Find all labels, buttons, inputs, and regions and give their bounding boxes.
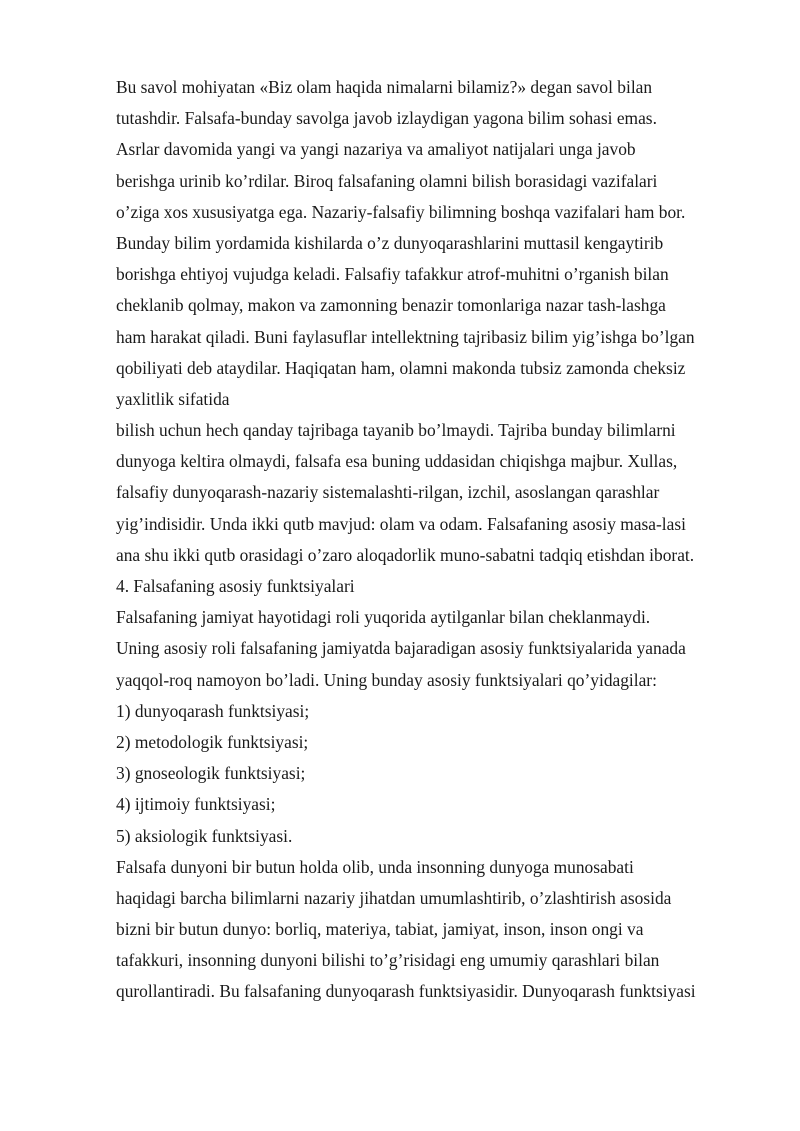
text-line: tafakkuri, insonning dunyoni bilishi to’g’risidagi eng umumiy qarashlari bilan — [116, 950, 660, 971]
section-heading: 4. Falsafaning asosiy funktsiyalari — [116, 576, 355, 596]
text-line: yaqqol-roq namoyon bo’ladi. Uning bunday asosiy funktsiyalari qo’yidagilar: — [116, 669, 657, 690]
text-line: Asrlar davomida yangi va yangi nazariya va amaliyot natijalari unga javob — [116, 139, 636, 160]
document-body — [116, 72, 746, 1008]
text-line: Falsafaning jamiyat hayotidagi roli yuqorida aytilganlar bilan cheklanmaydi. — [116, 607, 651, 628]
text-line: haqidagi barcha bilimlarni nazariy jihatdan umumlashtirib, o’zlashtirish asosida — [116, 887, 672, 908]
text-line: berishga urinib ko’rdilar. Biroq falsafaning olamni bilish borasidagi vazifalari — [116, 170, 658, 191]
text-line: Bunday bilim yordamida kishilarda o’z dunyoqarashlarini muttasil kengaytirib — [116, 232, 664, 253]
text-line: Uning asosiy roli falsafaning jamiyatda bajaradigan asosiy funktsiyalarida yanada — [116, 638, 686, 659]
text-line: yig’indisidir. Unda ikki qutb mavjud: olam va odam. Falsafaning asosiy masa-lasi — [116, 513, 686, 534]
text-line: borishga ehtiyoj vujudga keladi. Falsafiy tafakkur atrof-muhitni o’rganish bilan — [116, 264, 669, 285]
text-line: dunyoga keltira olmaydi, falsafa esa buning uddasidan chiqishga majbur. Xullas, — [116, 451, 678, 472]
text-line: qurollantiradi. Bu falsafaning dunyoqarash funktsiyasidir. Dunyoqarash funktsiyasi — [116, 981, 696, 1002]
text-line: o’ziga xos xususiyatga ega. Nazariy-falsafiy bilimning boshqa vazifalari ham bor. — [116, 201, 686, 222]
text-line: qobiliyati deb ataydilar. Haqiqatan ham, olamni makonda tubsiz zamonda cheksiz — [116, 357, 686, 378]
list-item: 3) gnoseologik funktsiyasi; — [116, 763, 306, 784]
list-item: 2) metodologik funktsiyasi; — [116, 731, 309, 752]
list-item: 4) ijtimoiy funktsiyasi; — [116, 794, 276, 815]
text-line: yaxlitlik sifatida — [116, 388, 230, 409]
text-line: tutashdir. Falsafa-bunday savolga javob izlaydigan yagona bilim sohasi emas. — [116, 108, 657, 129]
text-line: falsafiy dunyoqarash-nazariy sistemalashti-rilgan, izchil, asoslangan qarashlar — [116, 482, 660, 503]
text-line: cheklanib qolmay, makon va zamonning benazir tomonlariga nazar tash-lashga — [116, 295, 666, 316]
text-line: Bu savol mohiyatan «Biz olam haqida nimalarni bilamiz?» degan savol bilan — [116, 77, 653, 97]
list-item: 1) dunyoqarash funktsiyasi; — [116, 700, 310, 721]
text-line: bizni bir butun dunyo: borliq, materiya, tabiat, jamiyat, inson, inson ongi va — [116, 919, 644, 940]
text-line: ham harakat qiladi. Buni faylasuflar intellektning tajribasiz bilim yig’ishga bo’lgan — [116, 326, 695, 347]
text-line: bilish uchun hech qanday tajribaga tayanib bo’lmaydi. Tajriba bunday bilimlarni — [116, 420, 676, 441]
text-line: Falsafa dunyoni bir butun holda olib, unda insonning dunyoga munosabati — [116, 856, 634, 877]
text-line: ana shu ikki qutb orasidagi o’zaro aloqadorlik muno-sabatni tadqiq etishdan iborat. — [116, 544, 695, 565]
list-item: 5) aksiologik funktsiyasi. — [116, 825, 293, 846]
